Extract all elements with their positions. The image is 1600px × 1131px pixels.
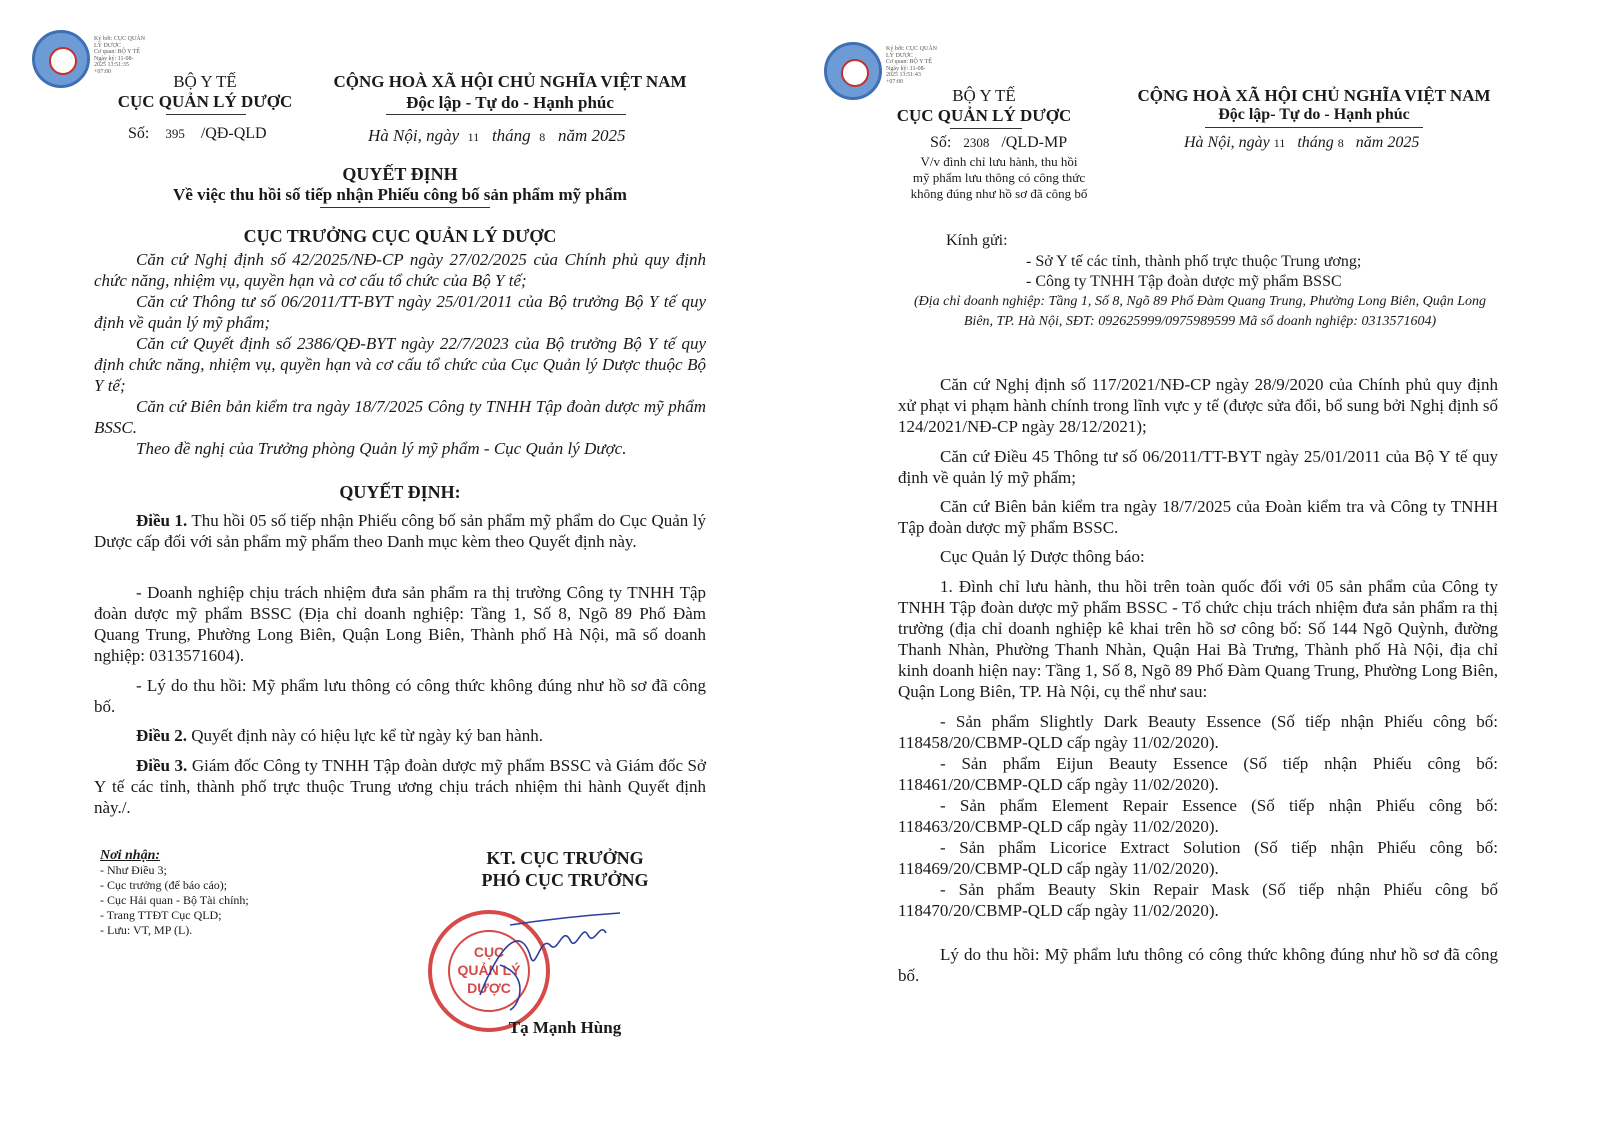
- article-1-reason: - Lý do thu hồi: Mỹ phẩm lưu thông có công thức không đúng như hồ sơ đã công bố.: [94, 676, 706, 716]
- signer-name: Tạ Mạnh Hùng: [508, 1018, 622, 1037]
- digital-signature-info: Ký bởi: CỤC QUẢN LÝ DƯỢC Cơ quan: BỘ Y TẾ Ngày ký: 11-08- 2025 13:51:35 +07:00: [94, 36, 146, 75]
- list-item: - Sản phẩm Eijun Beauty Essence (Số tiếp nhận Phiếu công bố: 118461/20/CBMP-QLD cấp ngày 11/02/2020).: [898, 754, 1498, 794]
- addressee-2: - Công ty TNHH Tập đoàn dược mỹ phẩm BSSC: [1026, 273, 1342, 290]
- basis-1: Căn cứ Nghị định số 117/2021/NĐ-CP ngày 28/9/2020 của Chính phủ quy định xử phạt vi phạm hành chính trong lĩnh vực y tế (được sửa đổi, bổ sung bởi Nghị định số 124/2021/NĐ-CP ngày 28/12/2021);: [898, 375, 1498, 436]
- article-1-enterprise: - Doanh nghiệp chịu trách nhiệm đưa sản phẩm ra thị trường Công ty TNHH Tập đoàn dược mỹ phẩm BSSC (Địa chỉ doanh nghiệp: Tầng 1, Số 8, Ngõ 89 Phố Đàm Quang Trung, Phường Long Biên, Quận Long Biên, Thành phố Hà Nội, mã số doanh nghiệp: 0313571604).: [94, 583, 706, 665]
- list-item: - Sản phẩm Beauty Skin Repair Mask (Số tiếp nhận Phiếu công bố 118470/20/CBMP-QLD cấp ngày 11/02/2020).: [898, 880, 1498, 920]
- country-name: CỘNG HOÀ XÃ HỘI CHỦ NGHĨA VIỆT NAM: [333, 72, 687, 91]
- subject-underline: [320, 207, 490, 208]
- article-1: Điều 1. Thu hồi 05 số tiếp nhận Phiếu công bố sản phẩm mỹ phẩm do Cục Quản lý Dược cấp đối với sản phẩm mỹ phẩm theo Danh mục kèm theo Quyết định này.: [94, 511, 706, 551]
- basis-3: Căn cứ Quyết định số 2386/QĐ-BYT ngày 22/7/2023 của Bộ trưởng Bộ Y tế quy định chức năng, nhiệm vụ, quyền hạn và cơ cấu tổ chức của Cục Quản lý Dược thuộc Bộ Y tế;: [94, 334, 706, 395]
- ministry-seal-icon: [32, 30, 90, 88]
- recall-reason: Lý do thu hồi: Mỹ phẩm lưu thông có công thức không đúng như hồ sơ đã công bố.: [898, 945, 1498, 985]
- org-name: CỤC QUẢN LÝ DƯỢC: [117, 92, 293, 111]
- document-number: Số: 2308 /QLD-MP: [930, 134, 1068, 151]
- document-date: Hà Nội, ngày 11 tháng 8 năm 2025: [368, 126, 626, 145]
- official-stamp: CỤC QUẢN LÝ DƯỢC: [428, 910, 550, 1032]
- greeting: Kính gửi:: [946, 232, 1008, 249]
- article-3: Điều 3. Giám đốc Công ty TNHH Tập đoàn dược mỹ phẩm BSSC và Giám đốc Sở Y tế các tỉnh, thành phố trực thuộc Trung ương chịu trách nhiệm thi hành Quyết định này./.: [94, 756, 706, 817]
- national-motto: Độc lập- Tự do - Hạnh phúc: [1218, 106, 1410, 123]
- notice-page: [800, 0, 1600, 1131]
- address-note: (Địa chỉ doanh nghiệp: Tầng 1, Số 8, Ngõ 89 Phố Đàm Quang Trung, Phường Long Biên, Quận Long Biên, TP. Hà Nội, SĐT: 092625999/0975989599 Mã số doanh nghiệp: 0313571604): [914, 294, 1486, 329]
- point-1: 1. Đình chỉ lưu hành, thu hồi trên toàn quốc đối với 05 sản phẩm của Công ty TNHH Tập đoàn dược mỹ phẩm BSSC - Tổ chức chịu trách nhiệm đưa sản phẩm ra thị trường (địa chỉ doanh nghiệp kê khai trên hồ sơ công bố: Số 144 Ngõ Quỳnh, đường Thanh Nhàn, Phường Thanh Nhàn, Quận Hai Bà Trưng, Thành phố Hà Nội, địa chỉ kinh doanh hiện nay: Tầng 1, Số 8, Ngõ 89 Phố Đàm Quang Trung, Phường Long Biên, Quận Long Biên, TP. Hà Nội, cụ thể như sau:: [898, 577, 1498, 701]
- decide-heading: QUYẾT ĐỊNH:: [339, 482, 461, 502]
- decision-page: [0, 0, 780, 1131]
- country-name: CỘNG HOÀ XÃ HỘI CHỦ NGHĨA VIỆT NAM: [1137, 86, 1491, 105]
- handwritten-signature-icon: [470, 905, 630, 1015]
- list-item: - Sản phẩm Element Repair Essence (Số tiếp nhận Phiếu công bố: 118463/20/CBMP-QLD cấp ngày 11/02/2020).: [898, 796, 1498, 836]
- document-date: Hà Nội, ngày 11 tháng 8 năm 2025: [1184, 134, 1420, 151]
- addressee-1: - Sở Y tế các tỉnh, thành phố trực thuộc Trung ương;: [1026, 253, 1362, 270]
- org-name: CỤC QUẢN LÝ DƯỢC: [896, 106, 1072, 125]
- article-2: Điều 2. Quyết định này có hiệu lực kể từ ngày ký ban hành.: [136, 726, 543, 745]
- org-top: BỘ Y TẾ: [173, 72, 237, 91]
- basis-2: Căn cứ Thông tư số 06/2011/TT-BYT ngày 25/01/2011 của Bộ trưởng Bộ Y tế quy định về quản lý mỹ phẩm;: [94, 292, 706, 332]
- notice-intro: Cục Quản lý Dược thông báo:: [940, 547, 1145, 566]
- list-item: - Sản phẩm Slightly Dark Beauty Essence (Số tiếp nhận Phiếu công bố: 118458/20/CBMP-QLD cấp ngày 11/02/2020).: [898, 712, 1498, 752]
- motto-underline: [386, 114, 626, 115]
- document-subject: Về việc thu hồi số tiếp nhận Phiếu công bố sản phẩm mỹ phẩm: [173, 185, 627, 204]
- digital-signature-info: Ký bởi: CỤC QUẢN LÝ DƯỢC Cơ quan: BỘ Y TẾ Ngày ký: 11-08- 2025 13:51:43 +07:00: [886, 46, 938, 85]
- signer-title-2: PHÓ CỤC TRƯỞNG: [481, 870, 649, 890]
- national-motto: Độc lập - Tự do - Hạnh phúc: [406, 93, 614, 112]
- list-item: - Sản phẩm Licorice Extract Solution (Số tiếp nhận Phiếu công bố: 118469/20/CBMP-QLD cấp ngày 11/02/2020).: [898, 838, 1498, 878]
- document-number: Số: 395 /QĐ-QLD: [128, 125, 267, 142]
- basis-3: Căn cứ Biên bản kiểm tra ngày 18/7/2025 của Đoàn kiểm tra và Công ty TNHH Tập đoàn dược mỹ phẩm BSSC.: [898, 497, 1498, 537]
- document-type: QUYẾT ĐỊNH: [342, 164, 458, 184]
- basis-5: Theo đề nghị của Trưởng phòng Quản lý mỹ phẩm - Cục Quản lý Dược.: [136, 439, 627, 458]
- issuing-authority: CỤC TRƯỞNG CỤC QUẢN LÝ DƯỢC: [243, 226, 557, 246]
- motto-underline: [1205, 127, 1423, 128]
- document-summary: V/v đình chỉ lưu hành, thu hồi mỹ phẩm lưu thông có công thức không đúng như hồ sơ đã công bố: [910, 154, 1088, 201]
- basis-1: Căn cứ Nghị định số 42/2025/NĐ-CP ngày 27/02/2025 của Chính phủ quy định chức năng, nhiệm vụ, quyền hạn và cơ cấu tổ chức của Bộ Y tế;: [94, 250, 706, 290]
- basis-2: Căn cứ Điều 45 Thông tư số 06/2011/TT-BYT ngày 25/01/2011 của Bộ Y tế quy định về quản lý mỹ phẩm;: [898, 447, 1498, 487]
- recipients-list: Nơi nhận: - Như Điều 3; - Cục trưởng (để báo cáo); - Cục Hải quan - Bộ Tài chính; - Trang TTĐT Cục QLD; - Lưu: VT, MP (L).: [100, 848, 249, 937]
- org-underline: [166, 114, 246, 115]
- org-top: BỘ Y TẾ: [952, 86, 1016, 105]
- signer-title-1: KT. CỤC TRƯỞNG: [486, 848, 644, 868]
- basis-4: Căn cứ Biên bản kiểm tra ngày 18/7/2025 Công ty TNHH Tập đoàn dược mỹ phẩm BSSC.: [94, 397, 706, 437]
- org-underline: [950, 128, 1022, 129]
